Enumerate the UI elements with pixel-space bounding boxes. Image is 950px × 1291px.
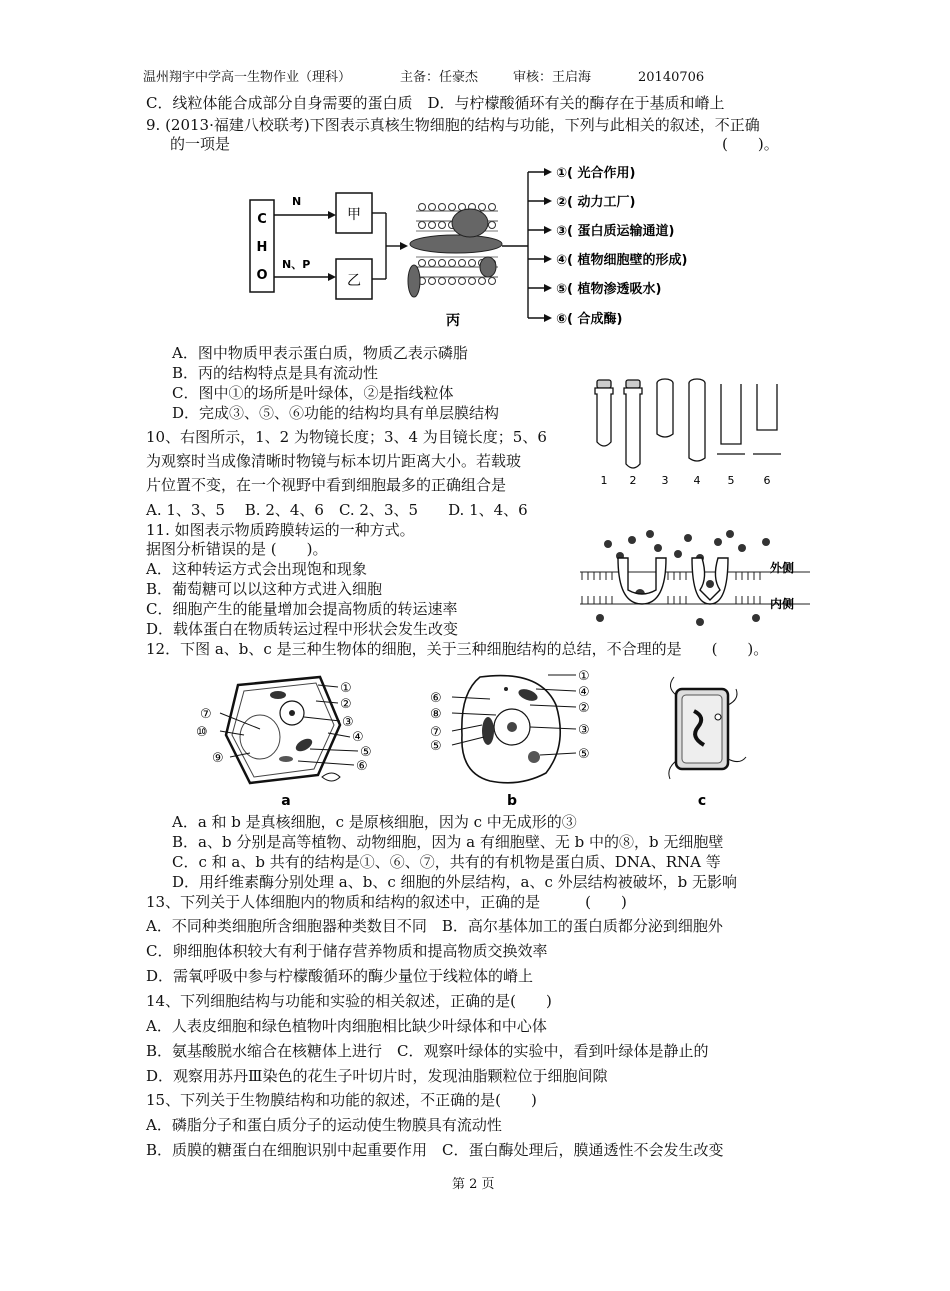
b-label-1: ① (578, 669, 590, 684)
q13-option-d: D．需氧呼吸中参与柠檬酸循环的酶少量位于线粒体的嵴上 (146, 967, 534, 985)
function-5: ⑤( 植物渗透吸水) (556, 282, 662, 297)
q10-stem-3: 片位置不变，在一个视野中看到细胞最多的正确组合是 (146, 476, 507, 494)
q9-figure (240, 155, 740, 340)
cell-c-label: c (697, 793, 707, 809)
q12-option-d: D．用纤维素酶分别处理 a、b、c 细胞的外层结构，a、c 外层结构被破坏，b 无影响 (172, 873, 737, 891)
a-label-9: ⑨ (212, 751, 224, 766)
page-number: 第 2 页 (452, 1177, 495, 1192)
cho-c: C (257, 212, 267, 227)
tube-2-label: 2 (629, 474, 637, 487)
q10-figure (585, 372, 785, 497)
q9-stem-1: 9. (2013·福建八校联考)下图表示真核生物细胞的结构与功能，下列与此相关的叙述，不正确 (146, 116, 760, 134)
q9-option-a: A．图中物质甲表示蛋白质，物质乙表示磷脂 (172, 344, 468, 362)
b-label-8: ⑧ (430, 707, 442, 722)
a-label-3: ③ (342, 715, 354, 730)
q15-options-bc: B．质膜的糖蛋白在细胞识别中起重要作用 C．蛋白酶处理后，膜通透性不会发生改变 (146, 1141, 724, 1159)
a-label-1: ① (340, 681, 352, 696)
function-6: ⑥( 合成酶) (556, 312, 623, 327)
q14-option-a: A．人表皮细胞和绿色植物叶肉细胞相比缺少叶绿体和中心体 (146, 1017, 547, 1035)
header-date: 20140706 (638, 70, 705, 85)
q9-option-c: C．图中①的场所是叶绿体，②是指线粒体 (172, 384, 454, 402)
distance-5-label: 5 (727, 474, 735, 487)
q10-stem-2: 为观察时当成像清晰时物镜与标本切片距离大小。若载玻 (146, 452, 522, 470)
header-author: 主备：任豪杰 (400, 70, 479, 85)
label-n: N (292, 195, 302, 208)
cell-a-label: a (281, 793, 291, 809)
b-label-4: ④ (578, 685, 590, 700)
tube-1-label: 1 (600, 474, 608, 487)
q12-option-a: A．a 和 b 是真核细胞，c 是原核细胞，因为 c 中无成形的③ (172, 813, 577, 831)
a-label-2: ② (340, 697, 352, 712)
q11-figure (580, 528, 810, 628)
a-label-5: ⑤ (360, 745, 372, 760)
header-school: 温州翔宇中学高一生物作业（理科） (143, 70, 352, 85)
q11-option-c: C．细胞产生的能量增加会提高物质的转运速率 (146, 600, 458, 618)
membrane-drawing (408, 204, 502, 298)
function-1: ①( 光合作用) (556, 166, 636, 181)
q11-stem-2: 据图分析错误的是 ( )。 (146, 540, 328, 558)
function-4: ④( 植物细胞壁的形成) (556, 253, 688, 268)
cho-o: O (256, 268, 268, 283)
b-label-3: ③ (578, 723, 590, 738)
inside-label: 内侧 (770, 597, 795, 611)
q15-stem: 15、下列关于生物膜结构和功能的叙述，不正确的是( ) (146, 1091, 537, 1109)
q10-options: A. 1、3、5 B. 2、4、6 C. 2、3、5 D. 1、4、6 (146, 501, 528, 519)
yi-label: 乙 (347, 273, 361, 289)
q12-figure (190, 665, 750, 810)
bing-label: 丙 (446, 313, 460, 329)
b-label-5b: ⑤ (430, 739, 442, 754)
q9-option-b: B．丙的结构特点是具有流动性 (172, 364, 379, 382)
tube-4-label: 4 (693, 474, 701, 487)
function-3: ③( 蛋白质运输通道) (556, 224, 675, 239)
q12-option-b: B．a、b 分别是高等植物、动物细胞，因为 a 有细胞壁、无 b 中的⑧，b 无细胞壁 (172, 833, 724, 851)
q10-stem-1: 10、右图所示，1、2 为物镜长度；3、4 为目镜长度；5、6 (146, 428, 547, 446)
cho-h: H (256, 240, 268, 255)
q13-option-c: C．卵细胞体积较大有利于储存营养物质和提高物质交换效率 (146, 942, 548, 960)
outside-label: 外侧 (770, 561, 795, 575)
tube-3-label: 3 (661, 474, 669, 487)
q15-option-a: A．磷脂分子和蛋白质分子的运动使生物膜具有流动性 (146, 1116, 502, 1134)
b-label-2: ② (578, 701, 590, 716)
q11-stem-1: 11. 如图表示物质跨膜转运的一种方式。 (146, 521, 415, 539)
cell-b-label: b (506, 793, 518, 809)
q12-option-c: C．c 和 a、b 共有的结构是①、⑥、⑦，共有的有机物是蛋白质、DNA、RNA 等 (172, 853, 721, 871)
header-reviewer: 审核：王启海 (513, 70, 592, 85)
q13-stem: 13、下列关于人体细胞内的物质和结构的叙述中，正确的是 ( ) (146, 893, 627, 911)
q9-option-d: D．完成③、⑤、⑥功能的结构均具有单层膜结构 (172, 404, 500, 422)
q11-option-a: A．这种转运方式会出现饱和现象 (146, 560, 367, 578)
q11-option-b: B．葡萄糖可以以这种方式进入细胞 (146, 580, 383, 598)
q14-options-bc: B．氨基酸脱水缩合在核糖体上进行 C．观察叶绿体的实验中，看到叶绿体是静止的 (146, 1042, 709, 1060)
cell-a-drawing (226, 677, 340, 783)
jia-label: 甲 (347, 207, 361, 223)
a-label-10: ⑩ (196, 725, 208, 740)
function-2: ②( 动力工厂) (556, 195, 636, 210)
q14-option-d: D．观察用苏丹Ⅲ染色的花生子叶切片时，发现油脂颗粒位于细胞间隙 (146, 1067, 608, 1085)
b-label-6: ⑥ (430, 691, 442, 706)
a-label-6: ⑥ (356, 759, 368, 774)
a-label-4: ④ (352, 730, 364, 745)
line-option-cd: C．线粒体能合成部分自身需要的蛋白质 D．与柠檬酸循环有关的酶存在于基质和嵴上 (146, 94, 725, 112)
label-np: N、P (282, 258, 311, 271)
cell-c-drawing (669, 677, 746, 779)
b-label-7: ⑦ (430, 725, 442, 740)
q11-option-d: D．载体蛋白在物质转运过程中形状会发生改变 (146, 620, 459, 638)
q12-stem: 12．下图 a、b、c 是三种生物体的细胞，关于三种细胞结构的总结，不合理的是 ( )。 (146, 640, 769, 658)
a-label-7: ⑦ (200, 707, 212, 722)
distance-6-label: 6 (763, 474, 771, 487)
q13-options-ab: A．不同种类细胞所含细胞器种类数目不同 B．高尔基体加工的蛋白质都分泌到细胞外 (146, 917, 723, 935)
q14-stem: 14、下列细胞结构与功能和实验的相关叙述，正确的是( ) (146, 992, 552, 1010)
q9-stem-2: 的一项是 (170, 135, 231, 153)
cell-b-drawing (462, 676, 560, 783)
b-label-5: ⑤ (578, 747, 590, 762)
q9-bracket: ( )。 (722, 135, 779, 153)
